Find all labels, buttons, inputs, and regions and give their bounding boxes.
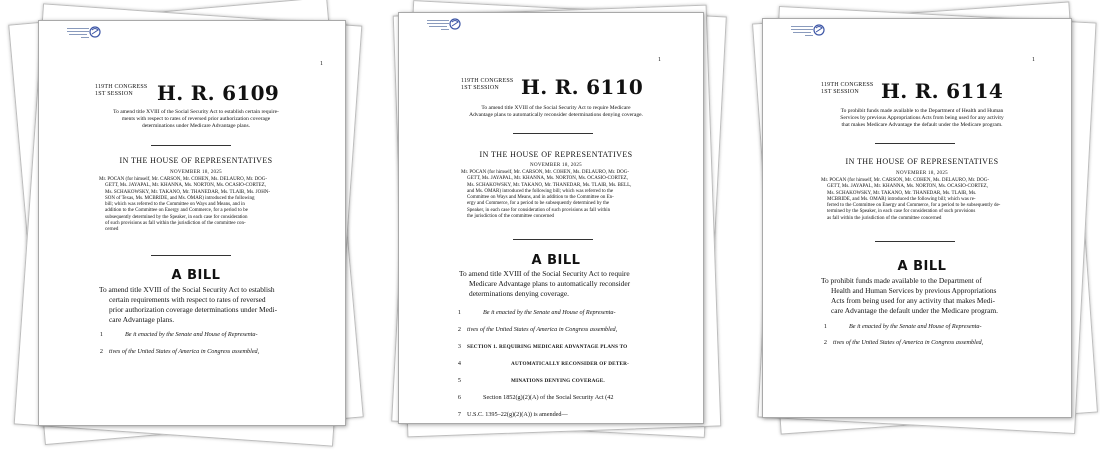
congress-number: 119TH CONGRESS	[95, 84, 148, 90]
bill-stack-hr6110	[380, 0, 740, 452]
intro-line: GETT, Ms. JAYAPAL, Mr. KHANNA, Ms. NORTON, Ms. OCASIO-CORTEZ,	[827, 184, 988, 190]
line-number: 4	[457, 360, 461, 367]
bill-page	[38, 20, 346, 426]
intro-line: cerned	[105, 227, 119, 233]
caption-line: To amend title XVIII of the Social Security Act to establish certain require-	[113, 109, 279, 115]
bill-purpose	[821, 276, 1035, 316]
bill-purpose	[459, 269, 669, 299]
line-text: tives of the United States of America in Congress assembled,	[109, 348, 260, 355]
house-heading: IN THE HOUSE OF REPRESENTATIVES	[845, 157, 999, 166]
intro-line: Committee on Ways and Means, and in addition to the Committee on En-	[467, 195, 614, 201]
divider	[875, 241, 955, 242]
introduction-paragraph	[821, 178, 1029, 222]
page-number: 1	[1032, 57, 1035, 63]
line-text: SECTION 1. REQUIRING MEDICARE ADVANTAGE PLANS TO	[467, 344, 628, 350]
line-number: 3	[457, 343, 461, 350]
line-number: 1	[99, 331, 103, 338]
intro-line: Mr. POCAN (for himself, Mr. CARSON, Mr. COHEN, Ms. DELAURO, Mr. DOG-	[821, 178, 990, 183]
intro-line: subsequently determined by the Speaker, in each case for consideration	[105, 214, 248, 220]
purpose-line: To amend title XVIII of the Social Security Act to establish	[99, 285, 275, 294]
divider	[875, 143, 955, 144]
line-text: MINATIONS DENYING COVERAGE.	[511, 378, 605, 384]
bill-caption	[451, 105, 661, 119]
divider	[151, 145, 231, 146]
line-number: 2	[99, 348, 103, 355]
line-number: 7	[457, 411, 461, 418]
congress-number: 119TH CONGRESS	[821, 82, 874, 88]
purpose-line: Health and Human Services by previous Appropriations	[831, 286, 997, 295]
intro-line: and Ms. OMAR) introduced the following bill; which was referred to the	[467, 188, 614, 194]
intro-line: Ms. SCHAKOWSKY, Mr. TAKANO, Mr. THANEDAR, Ms. TLAIB, Ms. BELL,	[467, 182, 632, 188]
intro-line: MCBRIDE, and Ms. OMAR) introduced the following bill; which was re-	[827, 196, 976, 202]
bill-caption	[817, 108, 1027, 129]
purpose-line: care Advantage the default under the Medicare program.	[831, 306, 999, 315]
intro-line: ferred to the Committee on Energy and Commerce, for a period to be subsequently de-	[827, 203, 1001, 209]
session-label: 1ST SESSION	[821, 89, 859, 95]
caption-line: that makes Medicare Advantage the default under the Medicare program.	[841, 122, 1003, 128]
bill-stack-hr6114	[740, 0, 1100, 452]
bill-number: H. R. 6114	[881, 79, 1004, 103]
bill-heading: A BILL	[531, 253, 581, 268]
introduced-date: NOVEMBER 18, 2025	[170, 170, 222, 175]
line-text: U.S.C. 1395–22(g)(2)(A)) is amended—	[467, 411, 568, 418]
caption-line: ments with respect to rates of reversed prior authorization coverage	[121, 116, 271, 122]
purpose-line: certain requirements with respect to rates of reversed	[109, 295, 266, 304]
line-number: 5	[457, 377, 461, 384]
house-seal-icon	[427, 17, 461, 33]
purpose-line: Acts from being used for any activity that makes Medi-	[831, 296, 995, 305]
intro-line: addition to the Committee on Energy and Commerce, for a period to be	[105, 208, 248, 214]
house-seal-icon	[67, 25, 101, 41]
line-text: tives of the United States of America in Congress assembled,	[467, 326, 618, 333]
introduced-date: NOVEMBER 18, 2025	[530, 163, 582, 168]
house-seal-icon	[791, 23, 825, 39]
line-number: 6	[457, 394, 461, 401]
line-text: Be it enacted by the Senate and House of Representa-	[849, 323, 982, 330]
bill-number: H. R. 6110	[521, 75, 644, 99]
purpose-line: To amend title XVIII of the Social Security Act to require	[459, 269, 630, 278]
caption-line: To amend title XVIII of the Social Security Act to require Medicare	[481, 105, 631, 111]
bill-caption	[91, 109, 301, 130]
intro-line: termined by the Speaker, in each case for consideration of such provisions	[827, 209, 976, 215]
introduction-paragraph	[99, 177, 299, 234]
line-number: 2	[823, 339, 827, 346]
bill-stack-hr6109	[0, 0, 380, 452]
line-text: Be it enacted by the Senate and House of Representa-	[483, 309, 616, 316]
session-label: 1ST SESSION	[461, 85, 499, 91]
introduction-paragraph	[461, 170, 661, 220]
intro-line: SON of Texas, Ms. MCBRIDE, and Ms. OMAR) introduced the following	[105, 195, 255, 201]
congress-number: 119TH CONGRESS	[461, 78, 514, 84]
intro-line: Mr. POCAN (for himself, Mr. CARSON, Mr. COHEN, Ms. DELAURO, Mr. DOG-	[99, 177, 268, 182]
congress-label	[821, 82, 873, 96]
divider	[151, 255, 231, 256]
line-text: AUTOMATICALLY RECONSIDER OF DETER-	[511, 361, 630, 367]
intro-line: GETT, Ms. JAYAPAL, Mr. KHANNA, Ms. NORTON, Ms. OCASIO-CORTEZ,	[105, 183, 266, 189]
line-text: Be it enacted by the Senate and House of Representa-	[125, 331, 258, 338]
line-text: Section 1852(g)(2)(A) of the Social Security Act (42	[483, 394, 614, 401]
purpose-line: determinations denying coverage.	[469, 289, 569, 298]
page-number: 1	[320, 61, 323, 67]
divider	[513, 239, 593, 240]
purpose-line: To prohibit funds made available to the Department of	[821, 276, 982, 285]
purpose-line: Medicare Advantage plans to automatically reconsider	[469, 279, 631, 288]
house-heading: IN THE HOUSE OF REPRESENTATIVES	[119, 156, 273, 165]
bill-heading: A BILL	[897, 259, 947, 274]
bill-purpose	[99, 285, 309, 325]
congress-label	[95, 84, 147, 98]
purpose-line: prior authorization coverage determinations under Medi-	[109, 305, 278, 314]
house-heading: IN THE HOUSE OF REPRESENTATIVES	[479, 150, 633, 159]
caption-line: Services by previous Appropriations Acts from being used for any activity	[840, 115, 1004, 121]
intro-line: as fall within the jurisdiction of the committee concerned	[827, 215, 942, 221]
congress-label	[461, 78, 513, 92]
bill-heading: A BILL	[171, 268, 221, 283]
line-number: 1	[457, 309, 461, 316]
page-number: 1	[658, 57, 661, 63]
introduced-date: NOVEMBER 18, 2025	[896, 171, 948, 176]
intro-line: GETT, Ms. JAYAPAL, Mr. KHANNA, Ms. NORTON, Ms. OCASIO-CORTEZ,	[467, 176, 628, 182]
bill-page	[762, 18, 1072, 418]
divider	[513, 133, 593, 134]
bill-number: H. R. 6109	[157, 81, 280, 105]
line-number: 1	[823, 323, 827, 330]
caption-line: To prohibit funds made available to the Department of Health and Human	[840, 108, 1004, 114]
intro-line: Ms. SCHAKOWSKY, Mr. TAKANO, Mr. THANEDAR, Ms. TLAIB, Ms. JOHN-	[105, 189, 271, 195]
session-label: 1ST SESSION	[95, 91, 133, 97]
intro-line: Ms. SCHAKOWSKY, Mr. TAKANO, Mr. THANEDAR, Ms. TLAIB, Ms.	[827, 190, 977, 196]
intro-line: ergy and Commerce, for a period to be subsequently determined by the	[467, 201, 610, 207]
intro-line: Speaker, in each case for consideration of such provisions as fall within	[467, 207, 611, 213]
purpose-line: care Advantage plans.	[109, 315, 175, 324]
caption-line: Advantage plans to automatically reconsider determinations denying coverage.	[469, 112, 643, 118]
intro-line: of such provisions as fall within the jurisdiction of the committee con-	[105, 221, 246, 227]
caption-line: determinations under Medicare Advantage plans.	[142, 123, 250, 129]
bill-page	[398, 12, 704, 424]
intro-line: the jurisdiction of the committee concerned	[467, 214, 555, 220]
intro-line: Mr. POCAN (for himself, Mr. CARSON, Mr. COHEN, Ms. DELAURO, Mr. DOG-	[461, 170, 630, 175]
line-number: 2	[457, 326, 461, 333]
intro-line: bill; which was referred to the Committee on Ways and Means, and in	[105, 202, 245, 208]
line-text: tives of the United States of America in Congress assembled,	[833, 339, 984, 346]
